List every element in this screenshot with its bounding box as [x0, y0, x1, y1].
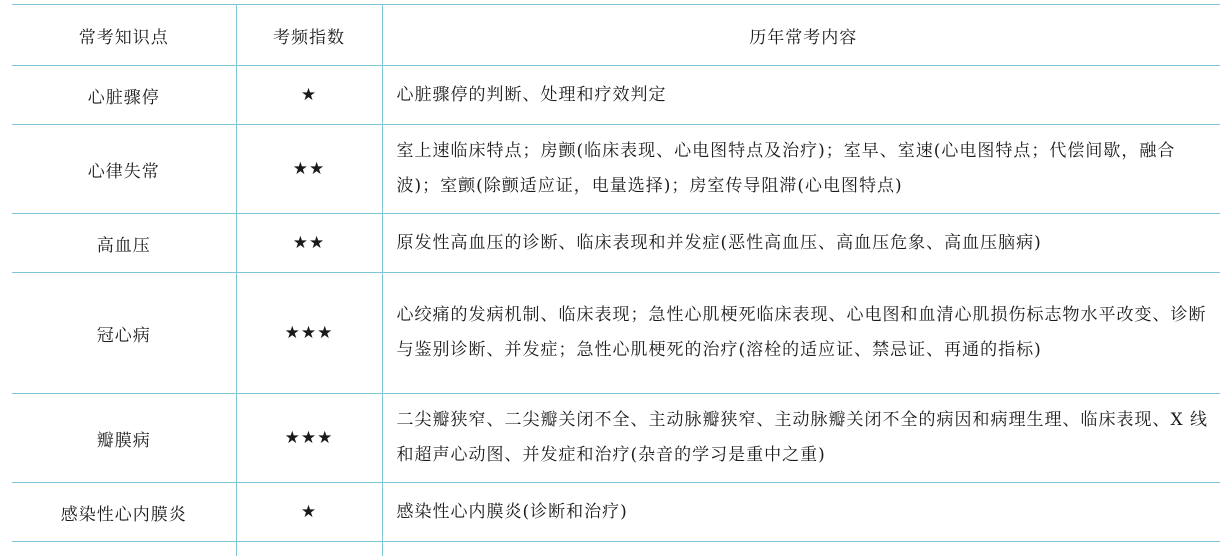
- table-header-row: [12, 5, 1220, 66]
- topic-cell: 瓣膜病: [12, 394, 236, 483]
- exam-topics-table: [12, 4, 1220, 556]
- topic-cell: 心脏骤停: [12, 66, 236, 125]
- table-row: [12, 273, 1220, 394]
- table-row-partial: [12, 542, 1220, 556]
- empty-cell: [12, 542, 236, 556]
- empty-cell: [382, 542, 1220, 556]
- header-frequency: 考频指数: [236, 5, 382, 66]
- empty-cell: [236, 542, 382, 556]
- frequency-stars: ★★★: [236, 394, 382, 483]
- frequency-stars: ★: [236, 483, 382, 542]
- frequency-stars: ★★★: [236, 273, 382, 394]
- topic-cell: 冠心病: [12, 273, 236, 394]
- content-cell: 心脏骤停的判断、处理和疗效判定: [382, 66, 1220, 125]
- content-cell: 心绞痛的发病机制、临床表现；急性心肌梗死临床表现、心电图和血清心肌损伤标志物水平改变、诊断与鉴别诊断、并发症；急性心肌梗死的治疗(溶栓的适应证、禁忌证、再通的指标): [382, 273, 1220, 394]
- frequency-stars: ★★: [236, 125, 382, 214]
- table-row: [12, 125, 1220, 214]
- content-cell: 二尖瓣狭窄、二尖瓣关闭不全、主动脉瓣狭窄、主动脉瓣关闭不全的病因和病理生理、临床表现、X 线和超声心动图、并发症和治疗(杂音的学习是重中之重): [382, 394, 1220, 483]
- topic-cell: 感染性心内膜炎: [12, 483, 236, 542]
- content-cell: 原发性高血压的诊断、临床表现和并发症(恶性高血压、高血压危象、高血压脑病): [382, 214, 1220, 273]
- topic-cell: 高血压: [12, 214, 236, 273]
- table-row: [12, 66, 1220, 125]
- content-cell: 感染性心内膜炎(诊断和治疗): [382, 483, 1220, 542]
- header-topic: 常考知识点: [12, 5, 236, 66]
- frequency-stars: ★: [236, 66, 382, 125]
- content-cell: 室上速临床特点；房颤(临床表现、心电图特点及治疗)；室早、室速(心电图特点；代偿间歇，融合波)；室颤(除颤适应证，电量选择)；房室传导阻滞(心电图特点): [382, 125, 1220, 214]
- frequency-stars: ★★: [236, 214, 382, 273]
- topic-cell: 心律失常: [12, 125, 236, 214]
- table-row: [12, 214, 1220, 273]
- table-row: [12, 483, 1220, 542]
- table-row: [12, 394, 1220, 483]
- header-content: 历年常考内容: [382, 5, 1220, 66]
